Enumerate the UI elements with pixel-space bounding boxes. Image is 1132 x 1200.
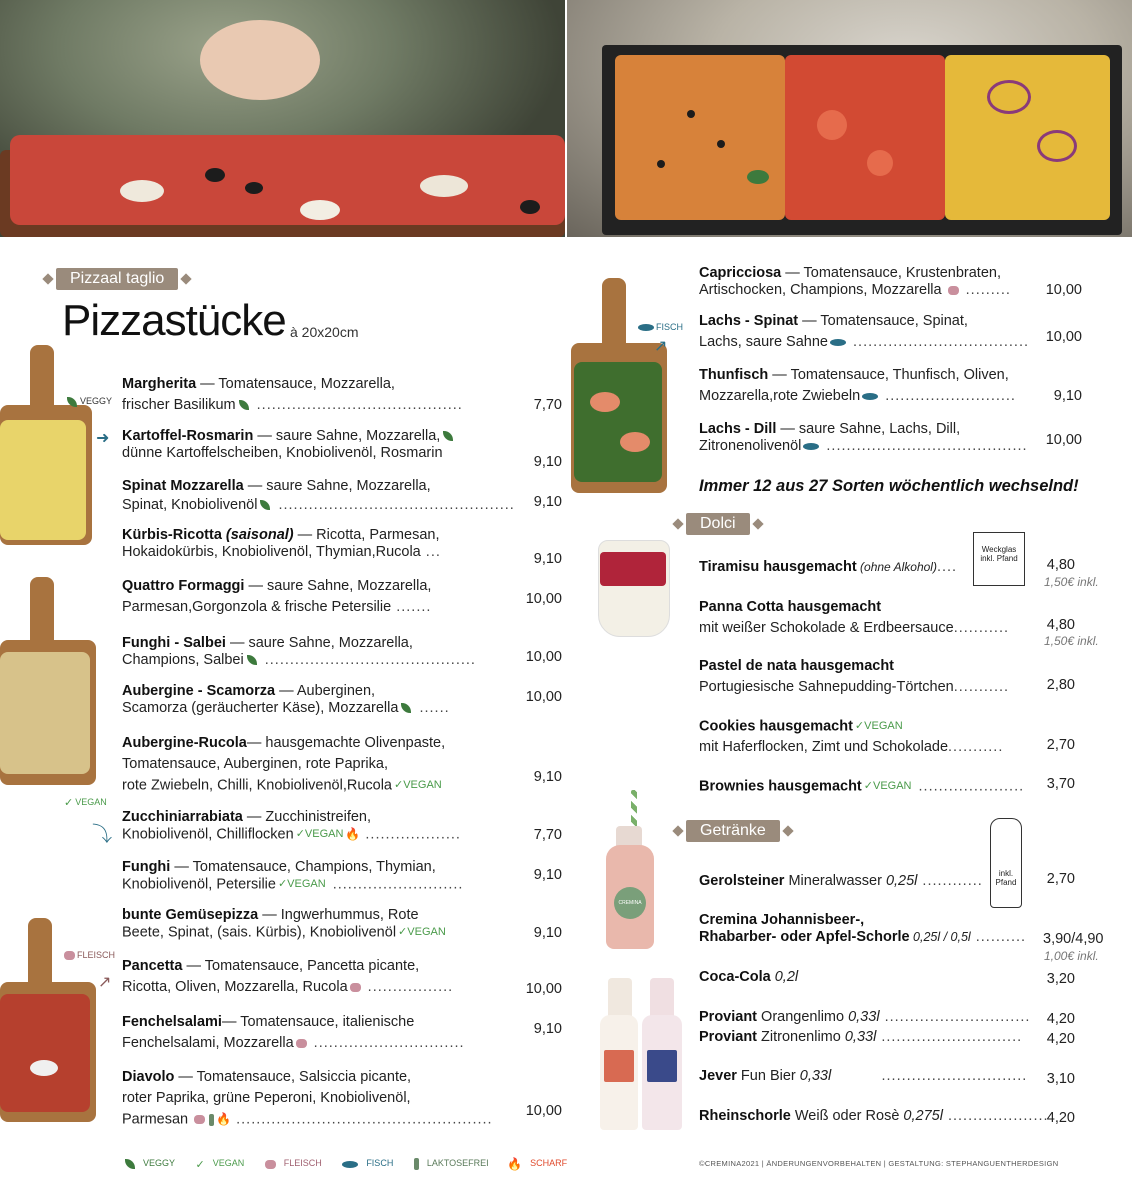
veggy-icon bbox=[401, 703, 411, 713]
menu-item-diavolo: Diavolo — Tomatensauce, Salsiccia picante, roter Paprika, grüne Peperoni, Knobiolivenöl, Parmesan 🔥 ................................................... bbox=[122, 1067, 493, 1130]
menu-item-aubergine-rucola: Aubergine-Rucola— hausgemachte Olivenpaste, Tomatensauce, Auberginen, rote Paprika, rote Zwiebeln, Chilli, Knobiolivenöl,Rucola ✓VEGAN bbox=[122, 733, 445, 796]
menu-item-margherita: Margherita — Tomatensauce, Mozzarella, frischer Basilikum ......................................... bbox=[122, 376, 463, 413]
drink-item-gerolsteiner: Gerolsteiner Mineralwasser 0,25l ............ bbox=[699, 873, 983, 889]
section-tag-dolci: Dolci bbox=[686, 513, 750, 535]
jar-deposit-icon: Weckglas inkl. Pfand bbox=[973, 532, 1025, 586]
fish-icon bbox=[862, 393, 878, 400]
pig-icon bbox=[296, 1039, 307, 1048]
vegan-icon: ✓VEGAN bbox=[295, 828, 344, 840]
menu-item-kuerbis-ricotta: Kürbis-Ricotta (saisonal) — Ricotta, Parmesan, Hokaidokürbis, Knobiolivenöl, Thymian,Rucola ... bbox=[122, 527, 441, 560]
fish-icon bbox=[803, 443, 819, 450]
veggy-icon bbox=[125, 1159, 135, 1169]
arrow-icon: ↗ bbox=[98, 974, 112, 991]
bottle-brand-label: CREMINA bbox=[614, 887, 646, 919]
pig-icon bbox=[64, 951, 75, 960]
arrow-icon: ⤵ bbox=[92, 824, 112, 846]
basil-shape bbox=[747, 170, 769, 184]
dolci-item-pastel-de-nata: Pastel de nata hausgemacht Portugiesische Sahnepudding-Törtchen........... bbox=[699, 658, 1010, 695]
price: 3,70 bbox=[1046, 776, 1075, 792]
tomato-shape bbox=[867, 150, 893, 176]
bottle-deposit-icon: inkl. Pfand bbox=[990, 818, 1022, 908]
fish-icon bbox=[830, 339, 846, 346]
menu-item-quattro-formaggi: Quattro Formaggi — saure Sahne, Mozzarella, Parmesan,Gorgonzola & frische Petersilie ....... bbox=[122, 578, 432, 615]
fish-icon bbox=[638, 324, 654, 331]
menu-item-spinat-mozzarella: Spinat Mozzarella — saure Sahne, Mozzarella, Spinat, Knobiolivenöl ............................................... bbox=[122, 478, 515, 513]
chili-icon: 🔥 bbox=[345, 827, 361, 841]
menu-item-zucchiniarrabiata: Zucchiniarrabiata — Zucchinistreifen, Knobiolivenöl, Chilliflocken ✓VEGAN 🔥 ................... bbox=[122, 809, 461, 843]
header-photo-pizza-topping bbox=[0, 0, 565, 237]
olive-shape bbox=[205, 168, 225, 182]
price: 4,80 bbox=[1046, 617, 1075, 633]
drink-item-jever: Jever Fun Bier 0,33l ............................. bbox=[699, 1068, 1028, 1084]
cheese-shape bbox=[420, 175, 468, 197]
price: 10,00 bbox=[525, 591, 562, 607]
side-label-vegan: ✓ VEGAN bbox=[64, 796, 107, 809]
pizza-section-shape bbox=[945, 55, 1110, 220]
pig-icon bbox=[194, 1115, 205, 1124]
olive-shape bbox=[687, 110, 695, 118]
lactose-free-icon bbox=[414, 1158, 419, 1170]
price: 9,10 bbox=[533, 867, 562, 883]
vegan-icon: ✓VEGAN bbox=[854, 720, 903, 732]
pig-icon bbox=[948, 286, 959, 295]
price: 7,70 bbox=[533, 397, 562, 413]
price: 9,10 bbox=[533, 551, 562, 567]
dolci-item-panna-cotta: Panna Cotta hausgemacht mit weißer Schokolade & Erdbeersauce........... bbox=[699, 599, 1010, 636]
menu-item-fenchelsalami: Fenchelsalami— Tomatensauce, italienische Fenchelsalami, Mozzarella .............................. bbox=[122, 1014, 465, 1051]
header-photo-pizza-tray bbox=[567, 0, 1132, 237]
price: 2,70 bbox=[1046, 871, 1075, 887]
deposit-note: 1,00€ inkl. bbox=[1044, 949, 1099, 963]
page-title: Pizzastücke bbox=[62, 296, 286, 345]
menu-item-funghi-salbei: Funghi - Salbei — saure Sahne, Mozzarella, Champions, Salbei .......................................... bbox=[122, 635, 476, 668]
menu-item-thunfisch: Thunfisch — Tomatensauce, Thunfisch, Oliven, Mozzarella,rote Zwiebeln .......................... bbox=[699, 367, 1016, 404]
price: 9,10 bbox=[533, 769, 562, 785]
onion-shape bbox=[987, 80, 1031, 114]
section-tag-pizza: Pizzaal taglio bbox=[56, 268, 178, 290]
chili-icon: 🔥 bbox=[216, 1112, 232, 1126]
icon-legend: VEGGY ✓ VEGAN FLEISCH FISCH LAKTOSEFREI 🔥 SCHARF bbox=[122, 1157, 583, 1171]
price: 9,10 bbox=[533, 494, 562, 510]
price: 10,00 bbox=[1045, 329, 1082, 345]
footer-credits: ©CREMINA2021 | ÄNDERUNGENVORBEHALTEN | GESTALTUNG: STEPHANGUENTHERDESIGN bbox=[699, 1159, 1059, 1168]
lactose-free-icon bbox=[209, 1114, 214, 1126]
olive-shape bbox=[245, 182, 263, 194]
price: 9,10 bbox=[533, 454, 562, 470]
menu-item-aubergine-scamorza: Aubergine - Scamorza — Auberginen, Scamorza (geräucherter Käse), Mozzarella ...... bbox=[122, 683, 450, 716]
price: 10,00 bbox=[525, 689, 562, 705]
price: 3,90/4,90 bbox=[1043, 931, 1104, 947]
menu-item-funghi: Funghi — Tomatensauce, Champions, Thymian, Knobiolivenöl, Petersilie ✓VEGAN .......................... bbox=[122, 859, 464, 893]
menu-item-kartoffel-rosmarin: Kartoffel-Rosmarin — saure Sahne, Mozzarella, dünne Kartoffelscheiben, Knobiolivenöl, Rosmarin bbox=[122, 428, 456, 462]
menu-item-lachs-dill: Lachs - Dill — saure Sahne, Lachs, Dill, Zitronenolivenöl ........................................ bbox=[699, 421, 1028, 454]
pizza-section-shape bbox=[785, 55, 945, 220]
price: 9,10 bbox=[1053, 388, 1082, 404]
price: 10,00 bbox=[525, 981, 562, 997]
price: 4,80 bbox=[1046, 557, 1075, 573]
vegan-icon: ✓ bbox=[64, 797, 74, 809]
drink-item-cremina-schorle: Cremina Johannisbeer-, Rhabarber- oder Apfel-Schorle 0,25l / 0,5l .......... bbox=[699, 912, 1027, 945]
pig-icon bbox=[265, 1160, 276, 1169]
fish-icon bbox=[342, 1161, 358, 1168]
cheese-shape bbox=[120, 180, 164, 202]
veggy-icon bbox=[239, 400, 249, 410]
vegan-icon: ✓VEGAN bbox=[398, 926, 446, 938]
price: 3,10 bbox=[1046, 1071, 1075, 1087]
arrow-icon: ➜ bbox=[96, 430, 110, 447]
price: 10,00 bbox=[1045, 432, 1082, 448]
cheese-shape bbox=[300, 200, 340, 220]
price: 9,10 bbox=[533, 1021, 562, 1037]
drink-item-proviant-orange: Proviant Orangenlimo 0,33l ............................. bbox=[699, 1009, 1031, 1025]
price: 10,00 bbox=[525, 1103, 562, 1119]
olive-shape bbox=[717, 140, 725, 148]
price: 4,20 bbox=[1046, 1110, 1075, 1126]
section-tag-getraenke: Getränke bbox=[686, 820, 780, 842]
price: 10,00 bbox=[525, 649, 562, 665]
dolci-item-brownies: Brownies hausgemacht ✓VEGAN ..................... bbox=[699, 776, 1024, 797]
chili-icon: 🔥 bbox=[507, 1157, 523, 1171]
menu-item-lachs-spinat: Lachs - Spinat — Tomatensauce, Spinat, Lachs, saure Sahne ................................... bbox=[699, 313, 1030, 350]
side-label-fleisch: FLEISCH bbox=[62, 950, 115, 960]
deposit-note: 1,50€ inkl. bbox=[1044, 575, 1099, 589]
menu-item-pancetta: Pancetta — Tomatensauce, Pancetta picante, Ricotta, Oliven, Mozzarella, Rucola ................. bbox=[122, 958, 454, 995]
dolci-item-tiramisu: Tiramisu hausgemacht (ohne Alkohol).... bbox=[699, 559, 958, 575]
drink-item-coca-cola: Coca-Cola 0,2l bbox=[699, 969, 799, 985]
drink-item-rheinschorle: Rheinschorle Weiß oder Rosè 0,275l .................... bbox=[699, 1108, 1049, 1124]
price: 10,00 bbox=[1045, 282, 1082, 298]
menu-item-bunte-gemuesepizza: bunte Gemüsepizza — Ingwerhummus, Rote Beete, Spinat, (sais. Kürbis), Knobiolivenöl ✓VEGAN bbox=[122, 907, 446, 941]
pig-icon bbox=[350, 983, 361, 992]
price: 7,70 bbox=[533, 827, 562, 843]
vegan-icon: ✓VEGAN bbox=[394, 779, 442, 791]
price: 2,80 bbox=[1046, 677, 1075, 693]
veggy-icon bbox=[247, 655, 257, 665]
veggy-icon bbox=[67, 397, 77, 407]
price: 4,20 bbox=[1046, 1011, 1075, 1027]
price: 3,20 bbox=[1046, 971, 1075, 987]
arrow-icon: ↗ bbox=[654, 338, 668, 355]
pizza-shape bbox=[10, 135, 565, 225]
olive-shape bbox=[520, 200, 540, 214]
tomato-shape bbox=[817, 110, 847, 140]
veggy-icon bbox=[260, 500, 270, 510]
price: 9,10 bbox=[533, 925, 562, 941]
side-label-veggy: VEGGY bbox=[64, 396, 112, 407]
size-note: à 20x20cm bbox=[290, 324, 359, 340]
pizza-section-shape bbox=[615, 55, 785, 220]
vegan-icon: ✓VEGAN bbox=[277, 878, 326, 890]
deposit-note: 1,50€ inkl. bbox=[1044, 634, 1099, 648]
veggy-icon bbox=[443, 431, 453, 441]
onion-shape bbox=[1037, 130, 1077, 162]
price: 2,70 bbox=[1046, 737, 1075, 753]
drink-item-proviant-zitrone: Proviant Zitronenlimo 0,33l ............................ bbox=[699, 1029, 1023, 1045]
dolci-item-cookies: Cookies hausgemacht ✓VEGAN mit Haferflocken, Zimt und Schokolade........... bbox=[699, 716, 1003, 758]
weekly-note: Immer 12 aus 27 Sorten wöchentlich wechselnd! bbox=[699, 477, 1079, 495]
olive-shape bbox=[657, 160, 665, 168]
hand-shape bbox=[200, 20, 320, 100]
side-label-fisch: FISCH bbox=[636, 322, 683, 332]
vegan-icon: ✓ bbox=[195, 1158, 205, 1171]
menu-item-capricciosa: Capricciosa — Tomatensauce, Krustenbraten, Artischocken, Champions, Mozzarella ......... bbox=[699, 265, 1011, 298]
price: 4,20 bbox=[1046, 1031, 1075, 1047]
vegan-icon: ✓VEGAN bbox=[863, 780, 912, 792]
